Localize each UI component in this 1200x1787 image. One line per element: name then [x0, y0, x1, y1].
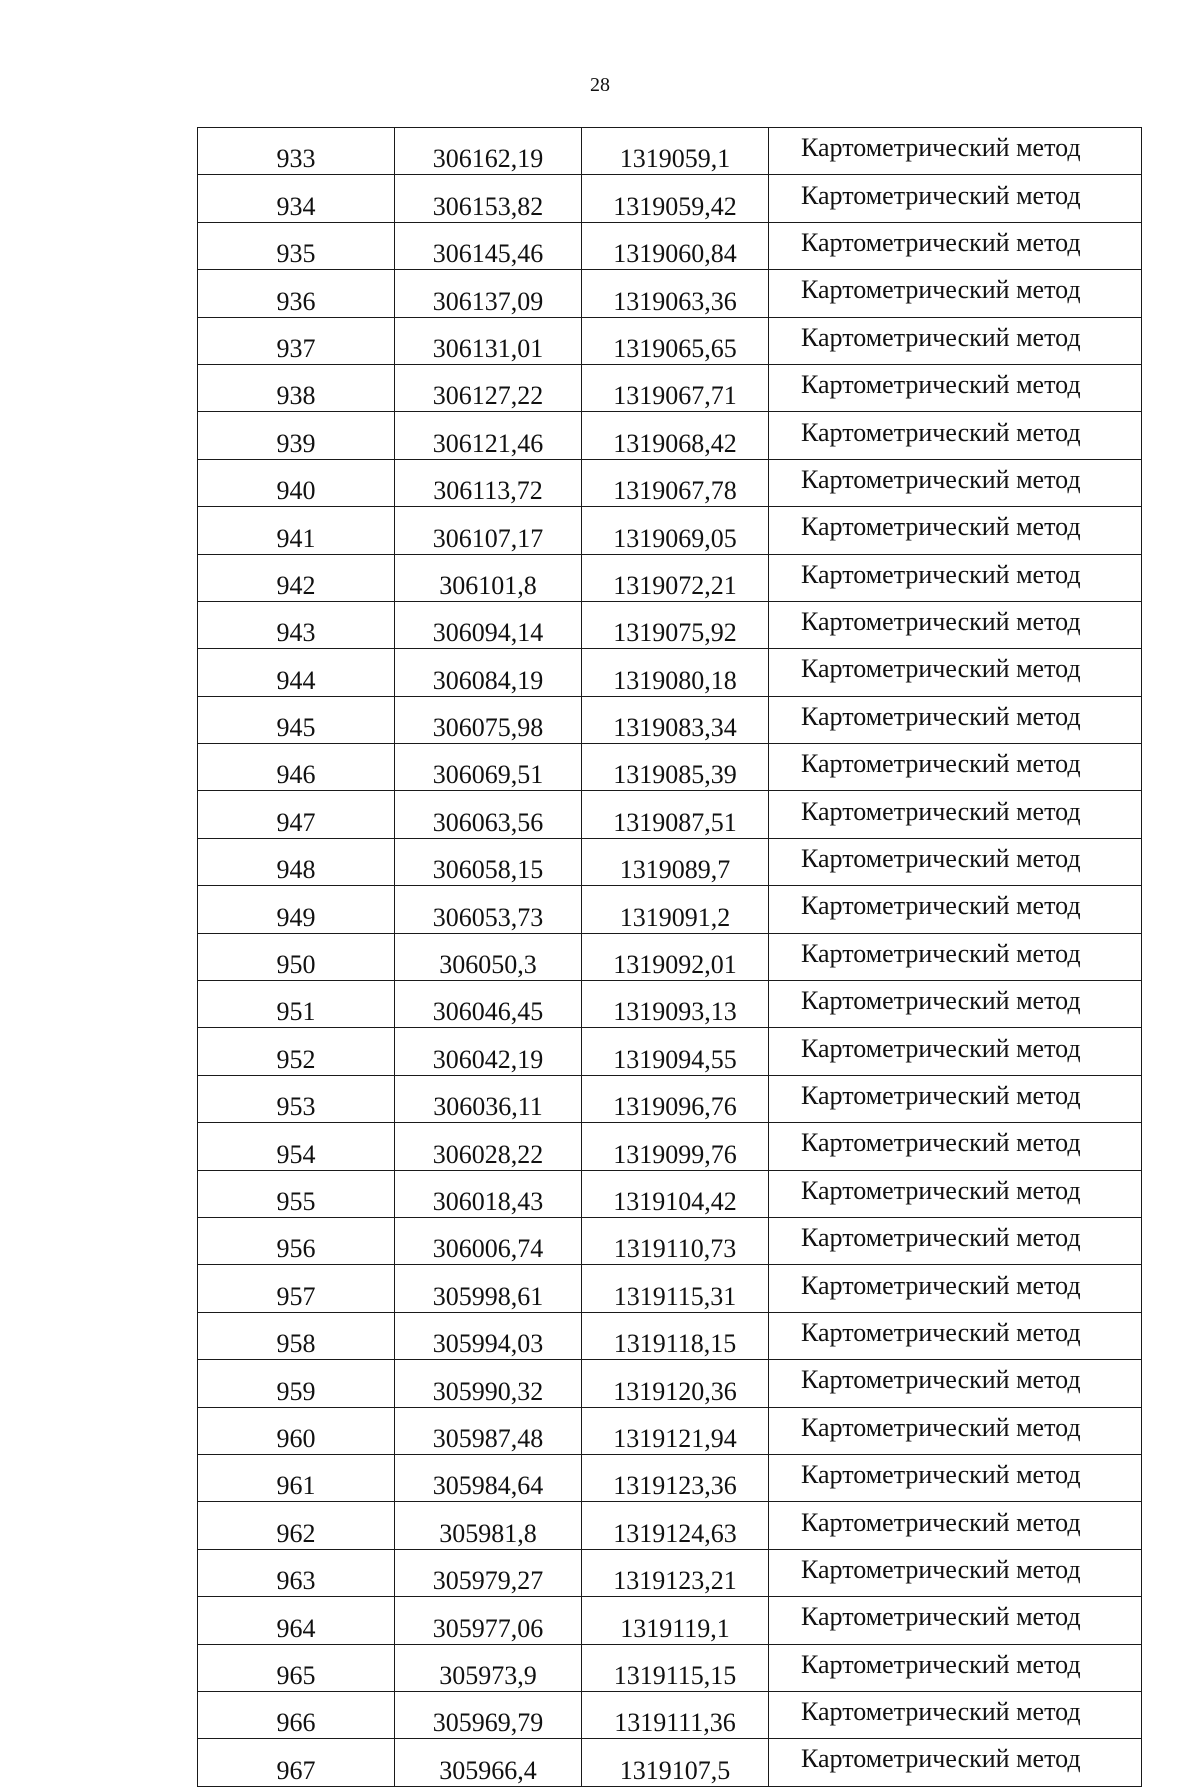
table-row	[198, 933, 1142, 980]
x-coordinate-cell: 306018,43	[395, 1170, 582, 1217]
y-coordinate-cell: 1319124,63	[582, 1502, 769, 1549]
y-coordinate-cell: 1319067,78	[582, 459, 769, 506]
y-coordinate-cell: 1319118,15	[582, 1312, 769, 1359]
method-cell: Картометрический метод	[769, 554, 1142, 601]
x-coordinate-cell: 306145,46	[395, 222, 582, 269]
table-row	[198, 744, 1142, 791]
point-number-cell: 945	[198, 696, 395, 743]
table-row	[198, 1265, 1142, 1312]
point-number-cell: 938	[198, 364, 395, 411]
y-coordinate-cell: 1319067,71	[582, 364, 769, 411]
method-cell: Картометрический метод	[769, 317, 1142, 364]
method-cell: Картометрический метод	[769, 1597, 1142, 1644]
x-coordinate-cell: 306121,46	[395, 412, 582, 459]
x-coordinate-cell: 306069,51	[395, 744, 582, 791]
y-coordinate-cell: 1319091,2	[582, 886, 769, 933]
page-number: 28	[590, 74, 610, 96]
point-number-cell: 950	[198, 933, 395, 980]
method-cell: Картометрический метод	[769, 507, 1142, 554]
table-row	[198, 696, 1142, 743]
x-coordinate-cell: 305977,06	[395, 1597, 582, 1644]
table-row	[198, 1170, 1142, 1217]
table-row	[198, 1691, 1142, 1738]
table-row	[198, 649, 1142, 696]
table-row	[198, 981, 1142, 1028]
table-row	[198, 412, 1142, 459]
method-cell: Картометрический метод	[769, 649, 1142, 696]
point-number-cell: 960	[198, 1407, 395, 1454]
coordinates-table	[197, 127, 1142, 1787]
x-coordinate-cell: 305994,03	[395, 1312, 582, 1359]
x-coordinate-cell: 306006,74	[395, 1217, 582, 1264]
x-coordinate-cell: 306107,17	[395, 507, 582, 554]
point-number-cell: 962	[198, 1502, 395, 1549]
method-cell: Картометрический метод	[769, 364, 1142, 411]
table-row	[198, 1454, 1142, 1501]
y-coordinate-cell: 1319096,76	[582, 1075, 769, 1122]
x-coordinate-cell: 305984,64	[395, 1454, 582, 1501]
table-row	[198, 459, 1142, 506]
point-number-cell: 948	[198, 838, 395, 885]
x-coordinate-cell: 306094,14	[395, 601, 582, 648]
x-coordinate-cell: 306113,72	[395, 459, 582, 506]
x-coordinate-cell: 305979,27	[395, 1549, 582, 1596]
point-number-cell: 933	[198, 128, 395, 175]
y-coordinate-cell: 1319123,36	[582, 1454, 769, 1501]
y-coordinate-cell: 1319093,13	[582, 981, 769, 1028]
method-cell: Картометрический метод	[769, 1028, 1142, 1075]
x-coordinate-cell: 306101,8	[395, 554, 582, 601]
method-cell: Картометрический метод	[769, 981, 1142, 1028]
method-cell: Картометрический метод	[769, 696, 1142, 743]
x-coordinate-cell: 306046,45	[395, 981, 582, 1028]
coordinates-table-body	[198, 128, 1142, 1787]
table-row	[198, 222, 1142, 269]
y-coordinate-cell: 1319063,36	[582, 270, 769, 317]
y-coordinate-cell: 1319115,31	[582, 1265, 769, 1312]
method-cell: Картометрический метод	[769, 1454, 1142, 1501]
method-cell: Картометрический метод	[769, 222, 1142, 269]
x-coordinate-cell: 306053,73	[395, 886, 582, 933]
point-number-cell: 959	[198, 1360, 395, 1407]
y-coordinate-cell: 1319120,36	[582, 1360, 769, 1407]
x-coordinate-cell: 306063,56	[395, 791, 582, 838]
point-number-cell: 942	[198, 554, 395, 601]
x-coordinate-cell: 306131,01	[395, 317, 582, 364]
point-number-cell: 961	[198, 1454, 395, 1501]
y-coordinate-cell: 1319119,1	[582, 1597, 769, 1644]
point-number-cell: 944	[198, 649, 395, 696]
method-cell: Картометрический метод	[769, 1739, 1142, 1786]
y-coordinate-cell: 1319092,01	[582, 933, 769, 980]
point-number-cell: 937	[198, 317, 395, 364]
method-cell: Картометрический метод	[769, 1265, 1142, 1312]
table-row	[198, 507, 1142, 554]
x-coordinate-cell: 306153,82	[395, 175, 582, 222]
x-coordinate-cell: 306162,19	[395, 128, 582, 175]
x-coordinate-cell: 306127,22	[395, 364, 582, 411]
y-coordinate-cell: 1319104,42	[582, 1170, 769, 1217]
table-row	[198, 1739, 1142, 1786]
table-row	[198, 128, 1142, 175]
x-coordinate-cell: 305998,61	[395, 1265, 582, 1312]
y-coordinate-cell: 1319080,18	[582, 649, 769, 696]
x-coordinate-cell: 306042,19	[395, 1028, 582, 1075]
y-coordinate-cell: 1319123,21	[582, 1549, 769, 1596]
method-cell: Картометрический метод	[769, 1644, 1142, 1691]
x-coordinate-cell: 306084,19	[395, 649, 582, 696]
method-cell: Картометрический метод	[769, 412, 1142, 459]
y-coordinate-cell: 1319115,15	[582, 1644, 769, 1691]
table-row	[198, 886, 1142, 933]
point-number-cell: 963	[198, 1549, 395, 1596]
point-number-cell: 955	[198, 1170, 395, 1217]
x-coordinate-cell: 305990,32	[395, 1360, 582, 1407]
method-cell: Картометрический метод	[769, 1502, 1142, 1549]
method-cell: Картометрический метод	[769, 1312, 1142, 1359]
y-coordinate-cell: 1319083,34	[582, 696, 769, 743]
point-number-cell: 965	[198, 1644, 395, 1691]
y-coordinate-cell: 1319110,73	[582, 1217, 769, 1264]
y-coordinate-cell: 1319060,84	[582, 222, 769, 269]
method-cell: Картометрический метод	[769, 933, 1142, 980]
table-row	[198, 175, 1142, 222]
y-coordinate-cell: 1319072,21	[582, 554, 769, 601]
table-row	[198, 1502, 1142, 1549]
y-coordinate-cell: 1319068,42	[582, 412, 769, 459]
point-number-cell: 964	[198, 1597, 395, 1644]
x-coordinate-cell: 306137,09	[395, 270, 582, 317]
point-number-cell: 940	[198, 459, 395, 506]
method-cell: Картометрический метод	[769, 601, 1142, 648]
x-coordinate-cell: 306050,3	[395, 933, 582, 980]
table-row	[198, 838, 1142, 885]
point-number-cell: 956	[198, 1217, 395, 1264]
method-cell: Картометрический метод	[769, 1075, 1142, 1122]
table-row	[198, 791, 1142, 838]
table-row	[198, 364, 1142, 411]
table-row	[198, 317, 1142, 364]
point-number-cell: 953	[198, 1075, 395, 1122]
method-cell: Картометрический метод	[769, 744, 1142, 791]
y-coordinate-cell: 1319087,51	[582, 791, 769, 838]
x-coordinate-cell: 306036,11	[395, 1075, 582, 1122]
method-cell: Картометрический метод	[769, 1217, 1142, 1264]
method-cell: Картометрический метод	[769, 791, 1142, 838]
table-row	[198, 1312, 1142, 1359]
x-coordinate-cell: 306058,15	[395, 838, 582, 885]
y-coordinate-cell: 1319121,94	[582, 1407, 769, 1454]
y-coordinate-cell: 1319099,76	[582, 1123, 769, 1170]
point-number-cell: 966	[198, 1691, 395, 1738]
point-number-cell: 943	[198, 601, 395, 648]
method-cell: Картометрический метод	[769, 1170, 1142, 1217]
point-number-cell: 958	[198, 1312, 395, 1359]
method-cell: Картометрический метод	[769, 459, 1142, 506]
y-coordinate-cell: 1319069,05	[582, 507, 769, 554]
x-coordinate-cell: 305966,4	[395, 1739, 582, 1786]
point-number-cell: 951	[198, 981, 395, 1028]
method-cell: Картометрический метод	[769, 1123, 1142, 1170]
point-number-cell: 954	[198, 1123, 395, 1170]
table-row	[198, 1597, 1142, 1644]
y-coordinate-cell: 1319089,7	[582, 838, 769, 885]
table-row	[198, 1644, 1142, 1691]
x-coordinate-cell: 305969,79	[395, 1691, 582, 1738]
table-row	[198, 1217, 1142, 1264]
x-coordinate-cell: 306075,98	[395, 696, 582, 743]
y-coordinate-cell: 1319065,65	[582, 317, 769, 364]
method-cell: Картометрический метод	[769, 175, 1142, 222]
table-row	[198, 1549, 1142, 1596]
method-cell: Картометрический метод	[769, 270, 1142, 317]
point-number-cell: 935	[198, 222, 395, 269]
y-coordinate-cell: 1319059,1	[582, 128, 769, 175]
y-coordinate-cell: 1319111,36	[582, 1691, 769, 1738]
table-row	[198, 270, 1142, 317]
table-row	[198, 1123, 1142, 1170]
x-coordinate-cell: 305981,8	[395, 1502, 582, 1549]
point-number-cell: 941	[198, 507, 395, 554]
table-row	[198, 1360, 1142, 1407]
y-coordinate-cell: 1319085,39	[582, 744, 769, 791]
method-cell: Картометрический метод	[769, 1691, 1142, 1738]
point-number-cell: 947	[198, 791, 395, 838]
y-coordinate-cell: 1319094,55	[582, 1028, 769, 1075]
point-number-cell: 934	[198, 175, 395, 222]
point-number-cell: 939	[198, 412, 395, 459]
point-number-cell: 946	[198, 744, 395, 791]
point-number-cell: 949	[198, 886, 395, 933]
point-number-cell: 967	[198, 1739, 395, 1786]
y-coordinate-cell: 1319107,5	[582, 1739, 769, 1786]
table-row	[198, 554, 1142, 601]
method-cell: Картометрический метод	[769, 1407, 1142, 1454]
y-coordinate-cell: 1319059,42	[582, 175, 769, 222]
method-cell: Картометрический метод	[769, 128, 1142, 175]
x-coordinate-cell: 306028,22	[395, 1123, 582, 1170]
method-cell: Картометрический метод	[769, 838, 1142, 885]
table-row	[198, 601, 1142, 648]
method-cell: Картометрический метод	[769, 1549, 1142, 1596]
x-coordinate-cell: 305973,9	[395, 1644, 582, 1691]
table-row	[198, 1028, 1142, 1075]
method-cell: Картометрический метод	[769, 886, 1142, 933]
method-cell: Картометрический метод	[769, 1360, 1142, 1407]
x-coordinate-cell: 305987,48	[395, 1407, 582, 1454]
point-number-cell: 936	[198, 270, 395, 317]
point-number-cell: 952	[198, 1028, 395, 1075]
table-row	[198, 1075, 1142, 1122]
y-coordinate-cell: 1319075,92	[582, 601, 769, 648]
point-number-cell: 957	[198, 1265, 395, 1312]
table-row	[198, 1407, 1142, 1454]
